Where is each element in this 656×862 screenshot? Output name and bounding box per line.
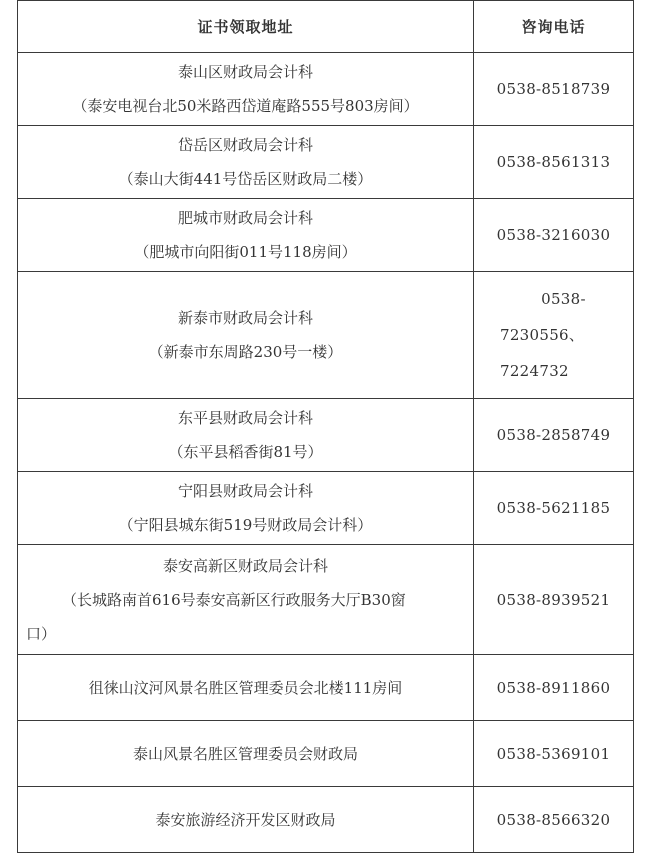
address-cell xyxy=(18,787,474,853)
address-cell xyxy=(18,472,474,545)
phone-line: 7224732 xyxy=(500,362,569,380)
office-name: 肥城市财政局会计科 xyxy=(177,209,313,227)
table-row xyxy=(18,399,634,472)
address-cell xyxy=(18,721,474,787)
office-name: 泰山风景名胜区管理委员会财政局 xyxy=(132,744,358,763)
address-cell xyxy=(18,545,474,655)
phone-cell: 0538-8561313 xyxy=(474,126,634,199)
phone-cell xyxy=(474,272,634,399)
address-cell xyxy=(18,199,474,272)
table-row xyxy=(18,199,634,272)
office-address: （泰安电视台北50米路西岱道庵路555号803房间） xyxy=(72,97,419,115)
table-row xyxy=(18,472,634,545)
office-address-cont: 口） xyxy=(26,624,57,643)
office-name: 泰安高新区财政局会计科 xyxy=(162,556,328,575)
phone-cell: 0538-5369101 xyxy=(474,721,634,787)
phone-cell: 0538-3216030 xyxy=(474,199,634,272)
phone-cell: 0538-5621185 xyxy=(474,472,634,545)
header-address: 证书领取地址 xyxy=(18,1,474,53)
certificate-pickup-table xyxy=(17,0,634,853)
office-name: 东平县财政局会计科 xyxy=(177,409,313,427)
office-name: 泰安旅游经济开发区财政局 xyxy=(155,810,336,829)
office-name: 宁阳县财政局会计科 xyxy=(177,482,313,500)
header-phone: 咨询电话 xyxy=(474,1,634,53)
office-name: 新泰市财政局会计科 xyxy=(177,309,313,327)
office-address: （宁阳县城东街519号财政局会计科） xyxy=(118,516,373,534)
address-cell xyxy=(18,272,474,399)
phone-cell: 0538-8518739 xyxy=(474,53,634,126)
address-cell xyxy=(18,399,474,472)
office-name: 泰山区财政局会计科 xyxy=(177,63,313,81)
phone-line: 0538- xyxy=(541,290,586,308)
phone-line: 7230556、 xyxy=(500,326,585,344)
table-row xyxy=(18,272,634,399)
table-row xyxy=(18,126,634,199)
phone-cell: 0538-2858749 xyxy=(474,399,634,472)
table-row xyxy=(18,787,634,853)
office-address: （长城路南首616号泰安高新区行政服务大厅B30窗 xyxy=(62,590,406,609)
office-address: （肥城市向阳街011号118房间） xyxy=(134,243,357,261)
table-header-row xyxy=(18,1,634,53)
phone-cell: 0538-8566320 xyxy=(474,787,634,853)
office-name: 徂徕山汶河风景名胜区管理委员会北楼111房间 xyxy=(88,678,403,697)
address-cell xyxy=(18,126,474,199)
office-name: 岱岳区财政局会计科 xyxy=(177,136,313,154)
address-cell xyxy=(18,655,474,721)
office-address: （泰山大街441号岱岳区财政局二楼） xyxy=(118,170,373,188)
table-row xyxy=(18,721,634,787)
office-address: （新泰市东周路230号一楼） xyxy=(148,343,343,361)
table-row xyxy=(18,655,634,721)
phone-cell: 0538-8911860 xyxy=(474,655,634,721)
table-row xyxy=(18,545,634,655)
phone-cell: 0538-8939521 xyxy=(474,545,634,655)
address-cell xyxy=(18,53,474,126)
office-address: （东平县稻香街81号） xyxy=(168,443,323,461)
table-row xyxy=(18,53,634,126)
